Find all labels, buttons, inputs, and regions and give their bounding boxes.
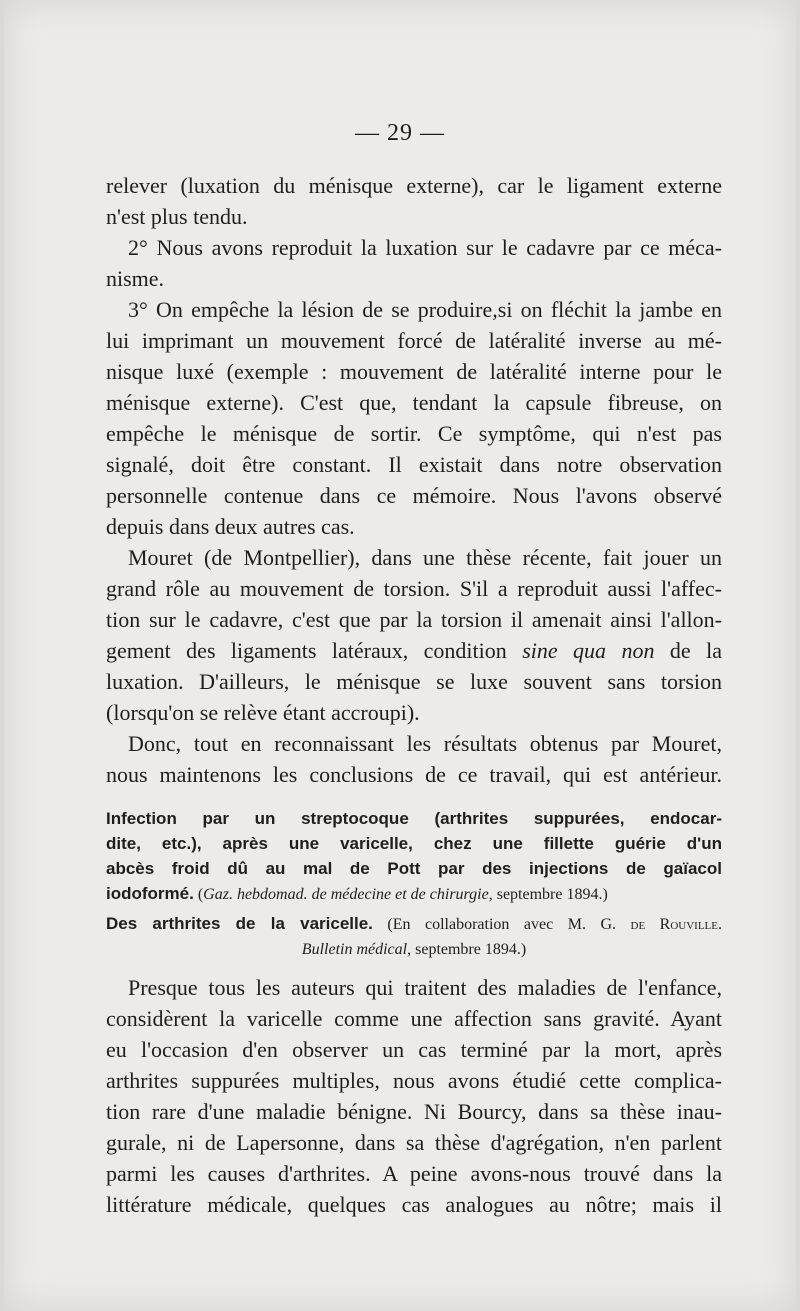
- text-fragment: , septembre 1894.): [407, 941, 527, 958]
- text-line: littérature médicale, quelques cas analogues au nôtre; mais il: [106, 1192, 722, 1217]
- text-line: [106, 635, 722, 666]
- reference-streptocoque: [106, 806, 722, 907]
- reference-collab: [373, 916, 722, 933]
- text-fragment: gement des ligaments latéraux, condition: [106, 638, 523, 663]
- reference-varicelle: [106, 911, 722, 962]
- text-line: 3° On empêche la lésion de se produire,si on fléchit la jambe en: [128, 297, 722, 322]
- journal-name: Bulletin médical: [301, 941, 408, 958]
- text-line: luxation. D'ailleurs, le ménisque se luxe souvent sans torsion: [106, 669, 722, 694]
- text-line: nisme.: [106, 266, 165, 291]
- text-line: grand rôle au mouvement de torsion. S'il a reproduit aussi l'affec-: [106, 576, 722, 601]
- text-line: considèrent la varicelle comme une affection sans gravité. Ayant: [106, 1006, 722, 1031]
- text-line: nous maintenons les conclusions de ce travail, qui est antérieur.: [106, 762, 722, 787]
- text-line: lui imprimant un mouvement forcé de latéralité inverse au mé-: [106, 328, 722, 353]
- text-line: Mouret (de Montpellier), dans une thèse récente, fait jouer un: [128, 545, 722, 570]
- text-line: tion rare d'une maladie bénigne. Ni Bourcy, dans sa thèse inau-: [106, 1099, 722, 1124]
- author-name: Rouville.: [645, 916, 722, 933]
- paragraph-point-3: [106, 294, 722, 542]
- page-number: — 29 —: [355, 120, 445, 146]
- reference-title: Des arthrites de la varicelle.: [106, 914, 373, 933]
- text-fragment: de la: [654, 638, 722, 663]
- text-line: (lorsqu'on se relève étant accroupi).: [106, 700, 420, 725]
- reference-title-end: iodoformé.: [106, 884, 194, 903]
- text-line: 2° Nous avons reproduit la luxation sur le cadavre par ce méca-: [128, 235, 722, 260]
- text-fragment: (En collaboration avec M. G.: [372, 916, 631, 933]
- text-line: Donc, tout en reconnaissant les résultats obtenus par Mouret,: [128, 731, 722, 756]
- text-line: Presque tous les auteurs qui traitent des maladies de l'enfance,: [128, 975, 722, 1000]
- reference-source: [194, 886, 608, 903]
- text-line: arthrites suppurées multiples, nous avons étudié cette complica-: [106, 1068, 722, 1093]
- reference-title-line: [106, 911, 722, 937]
- paragraph-varicelle: [106, 972, 722, 1220]
- text-line: gurale, ni de Lapersonne, dans sa thèse d'agrégation, n'en parlent: [106, 1130, 722, 1155]
- text-line: relever (luxation du ménisque externe), car le ligament externe: [106, 173, 722, 198]
- text-line: depuis dans deux autres cas.: [106, 514, 355, 539]
- body-text-top: [106, 170, 722, 790]
- text-line: n'est plus tendu.: [106, 204, 248, 229]
- text-line: tion sur le cadavre, c'est que par la torsion il amenait ainsi l'allon-: [106, 607, 722, 632]
- text-fragment: , septembre 1894.): [488, 886, 608, 903]
- paragraph-donc: [106, 728, 722, 790]
- references: [106, 806, 722, 962]
- paragraph-point-2: [106, 232, 722, 294]
- reference-source: [106, 937, 722, 962]
- text-line: parmi les causes d'arthrites. A peine avons-nous trouvé dans la: [106, 1161, 722, 1186]
- text-line: signalé, doit être constant. Il existait dans notre observation: [106, 452, 722, 477]
- reference-title-line: dite, etc.), après une varicelle, chez une fillette guérie d'un: [106, 834, 722, 853]
- text-line: ménisque externe). C'est que, tendant la capsule fibreuse, on: [106, 390, 722, 415]
- reference-title-line: [106, 881, 722, 907]
- reference-title-line: Infection par un streptocoque (arthrites suppurées, endocar-: [106, 809, 722, 828]
- paragraph-luxation: [106, 170, 722, 232]
- journal-name: Gaz. hebdomad. de médecine et de chirurgie: [203, 886, 489, 903]
- text-line: empêche le ménisque de sortir. Ce symptôme, qui n'est pas: [106, 421, 722, 446]
- italic-phrase: sine qua non: [522, 638, 655, 663]
- paragraph-mouret: [106, 542, 722, 728]
- text-fragment: (: [193, 886, 204, 903]
- reference-title-line: abcès froid dû au mal de Pott par des injections de gaïacol: [106, 859, 722, 878]
- body-text-bottom: [106, 972, 722, 1220]
- text-line: eu l'occasion d'en observer un cas terminé par la mort, après: [106, 1037, 722, 1062]
- text-line: personnelle contenue dans ce mémoire. Nous l'avons observé: [106, 483, 722, 508]
- author-particle: de: [630, 916, 646, 933]
- text-line: nisque luxé (exemple : mouvement de latéralité interne pour le: [106, 359, 722, 384]
